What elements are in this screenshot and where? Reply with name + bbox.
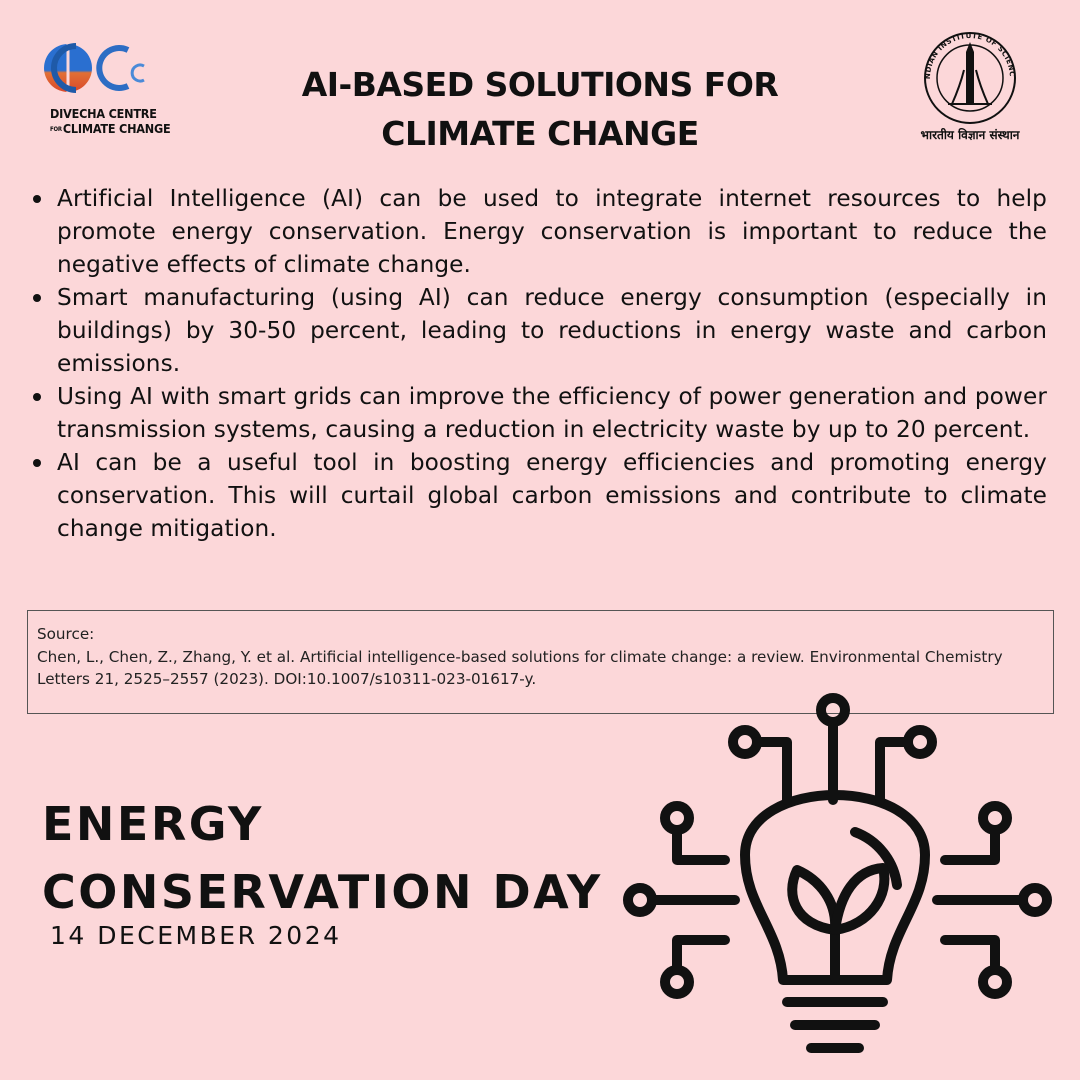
bullet-item: Artificial Intelligence (AI) can be used to integrate internet resources to help promote energy conservation. Energy conservation is important to reduce the negative effects of climate change. [57,182,1047,281]
event-date: 14 DECEMBER 2024 [50,921,342,950]
divecha-logo-icon [40,38,155,106]
title-line-1: AI-BASED SOLUTIONS FOR [301,65,779,104]
logo-line-2-text: CLIMATE CHANGE [62,121,171,136]
event-title [42,790,603,926]
bullet-item: AI can be a useful tool in boosting energy efficiencies and promoting energy conservation. This will curtail global carbon emissions and contribute to climate change mitigation. [57,446,1047,545]
divecha-centre-logo [40,38,171,138]
bullet-list [57,182,1047,545]
logo-line-2 [50,121,171,136]
iisc-hindi-name: भारतीय विज्ञान संस्थान [920,128,1020,142]
page-title [240,60,840,158]
logo-for: FOR [50,126,62,133]
source-label: Source: [37,625,95,643]
iisc-emblem-icon [908,30,1032,130]
source-citation: Chen, L., Chen, Z., Zhang, Y. et al. Artificial intelligence-based solutions for climate change: a review. Environmental Chemistry Letters 21, 2525–2557 (2023). DOI:10.1007/s10311-023-01617-y. [37,647,1003,688]
bullet-item: Using AI with smart grids can improve the efficiency of power generation and power transmission systems, causing a reduction in electricity waste by up to 20 percent. [57,380,1047,446]
event-title-line-2: CONSERVATION DAY [42,865,603,919]
circuit-lightbulb-leaf-icon [615,690,1080,1080]
svg-text:INDIAN INSTITUTE OF SCIENCE: NDIAN INSTITUTE OF SCIENC [923,31,1017,80]
event-title-line-1: ENERGY [42,797,264,851]
logo-line-1: DIVECHA CENTRE [50,106,157,121]
iisc-emblem [908,30,1038,150]
title-line-2: CLIMATE CHANGE [381,114,699,153]
bullet-item: Smart manufacturing (using AI) can reduce energy consumption (especially in buildings) by 30-50 percent, leading to reductions in energy waste and carbon emissions. [57,281,1047,380]
